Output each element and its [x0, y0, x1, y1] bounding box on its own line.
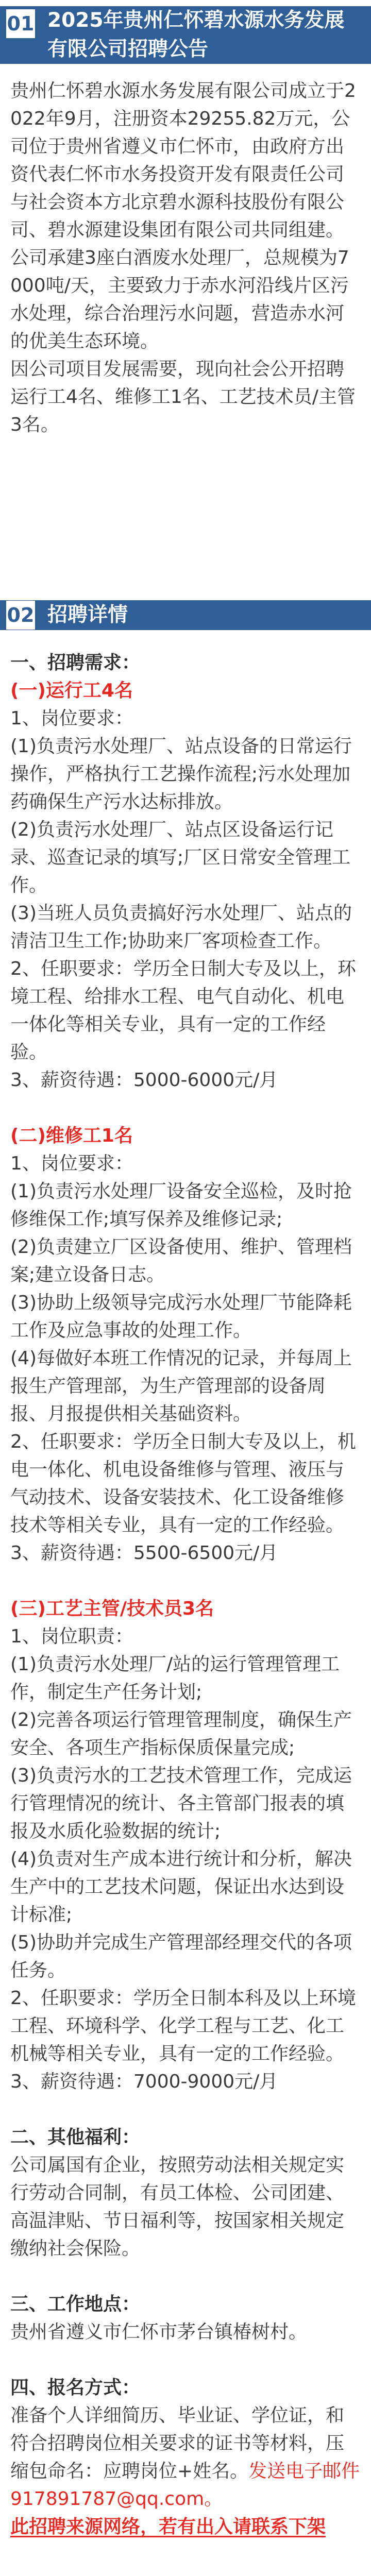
job-duty-item: (1)负责污水处理厂设备安全巡检，及时抢修维保工作;填写保养及维修记录; — [10, 1181, 352, 1230]
job-salary: 3、薪资待遇：7000-9000元/月 — [10, 2071, 278, 2092]
section-number-badge: 02 — [6, 601, 35, 630]
section-number-badge: 01 — [6, 9, 35, 38]
job-duty-item: (3)负责污水的工艺技术管理工作，完成运行管理情况的统计、各主管部门报表的填报及水质化验数据的统计; — [10, 1765, 352, 1842]
job-requirement: 2、任职要求：学历全日制本科及以上环境工程、环境科学、化学工程与工艺、化工机械等相关专业，具有一定的工作经验。 — [10, 1988, 356, 2064]
job-duty-heading: 1、岗位要求： — [10, 708, 133, 729]
company-intro — [10, 77, 361, 439]
job-duty-item: (1)负责污水处理厂/站的运行管理管理工作，制定生产任务计划; — [10, 1654, 340, 1703]
recruitment-details — [10, 649, 361, 2541]
heading-welfare: 二、其他福利： — [10, 2127, 141, 2148]
spacer — [10, 1094, 361, 1122]
spacer — [10, 2263, 361, 2291]
job-duty-item: (5)协助并完成生产管理部经理交代的各项任务。 — [10, 1932, 352, 1981]
job-requirement: 2、任职要求：学历全日制大专及以上，机电一体化、机电设备维修与管理、液压与气动技术、设备安装技术、化工设备维修技术等相关专业，具有一定的工作经验。 — [10, 1431, 356, 1536]
apply-email-link[interactable]: 发送电子邮件917891787@qq.com。 — [10, 2461, 360, 2510]
section-header-announcement — [0, 6, 371, 64]
job-title-maintenance: (二)维修工1名 — [10, 1125, 133, 1146]
apply-instructions: 准备个人详细简历、毕业证、学位证，和符合招聘岗位相关要求的证书等材料，压缩包命名：应聘岗位+姓名。 — [10, 2405, 345, 2482]
job-duty-item: (1)负责污水处理厂、站点设备的日常运行操作，严格执行工艺操作流程;污水处理加药确保生产污水达标排放。 — [10, 736, 352, 812]
job-duty-heading: 1、岗位职责： — [10, 1626, 133, 1647]
intro-recruit-paragraph: 因公司项目发展需要，现向社会公开招聘运行工4名、维修工1名、工艺技术员/主管3名。 — [10, 359, 356, 435]
source-notice: 此招聘来源网络，若有出入请联系下架 — [10, 2516, 326, 2537]
heading-apply: 四、报名方式： — [10, 2377, 141, 2398]
heading-location: 三、工作地点： — [10, 2294, 141, 2315]
section-title: 2025年贵州仁怀碧水源水务发展有限公司招聘公告 — [47, 9, 345, 61]
job-salary: 3、薪资待遇：5500-6500元/月 — [10, 1543, 278, 1564]
spacer — [10, 2346, 361, 2374]
section-title: 招聘详情 — [47, 603, 128, 626]
job-duty-item: (2)完善各项运行管理管理制度，确保生产安全、各项生产指标保质保量完成; — [10, 1709, 352, 1758]
apply-text — [10, 2402, 361, 2513]
job-title-process-supervisor: (三)工艺主管/技术员3名 — [10, 1598, 214, 1619]
heading-requirements: 一、招聘需求： — [10, 652, 141, 673]
job-duty-item: (3)协助上级领导完成污水处理厂节能降耗工作及应急事故的处理工作。 — [10, 1292, 352, 1341]
section-header-details — [0, 600, 371, 630]
spacer — [10, 2096, 361, 2124]
job-duty-item: (2)负责建立厂区设备使用、维护、管理档案;建立设备日志。 — [10, 1236, 352, 1285]
location-text: 贵州省遵义市仁怀市茅台镇椿树村。 — [10, 2321, 308, 2343]
spacer — [10, 1567, 361, 1595]
job-requirement: 2、任职要求：学历全日制大专及以上，环境工程、给排水工程、电气自动化、机电一体化等相关专业，具有一定的工作经验。 — [10, 958, 356, 1063]
intro-paragraph: 贵州仁怀碧水源水务发展有限公司成立于2022年9月，注册资本29255.82万元，公司位于贵州省遵义市仁怀市，由政府方出资代表仁怀市水务投资开发有限责任公司与社会资本方北京碧水源科技股份有限公司、碧水源建设集团有限公司共同组建。公司承建3座白酒废水处理厂，总规模为7000吨/天，主要致力于赤水河沿线片区污水处理，综合治理污水问题，营造赤水河的优美生态环境。 — [10, 80, 356, 352]
job-duty-item: (4)负责对生产成本进行统计和分析，解决生产中的工艺技术问题，保证出水达到设计标准; — [10, 1849, 352, 1925]
job-duty-heading: 1、岗位要求： — [10, 1153, 133, 1174]
job-title-operator: (一)运行工4名 — [10, 680, 133, 701]
job-duty-item: (2)负责污水处理厂、站点区设备运行记录、巡查记录的填写;厂区日常安全管理工作。 — [10, 819, 351, 896]
job-salary: 3、薪资待遇：5000-6000元/月 — [10, 1070, 278, 1091]
welfare-text: 公司属国有企业，按照劳动法相关规定实行劳动合同制，有员工体检、公司团建、高温津贴、节日福利等，按国家相关规定缴纳社会保险。 — [10, 2155, 345, 2259]
job-duty-item: (3)当班人员负责搞好污水处理厂、站点的清洁卫生工作;协助来厂客项检查工作。 — [10, 903, 352, 952]
job-duty-item: (4)每做好本班工作情况的记录，并每周上报生产管理部，为生产管理部的设备周报、月报提供相关基础资料。 — [10, 1348, 352, 1425]
